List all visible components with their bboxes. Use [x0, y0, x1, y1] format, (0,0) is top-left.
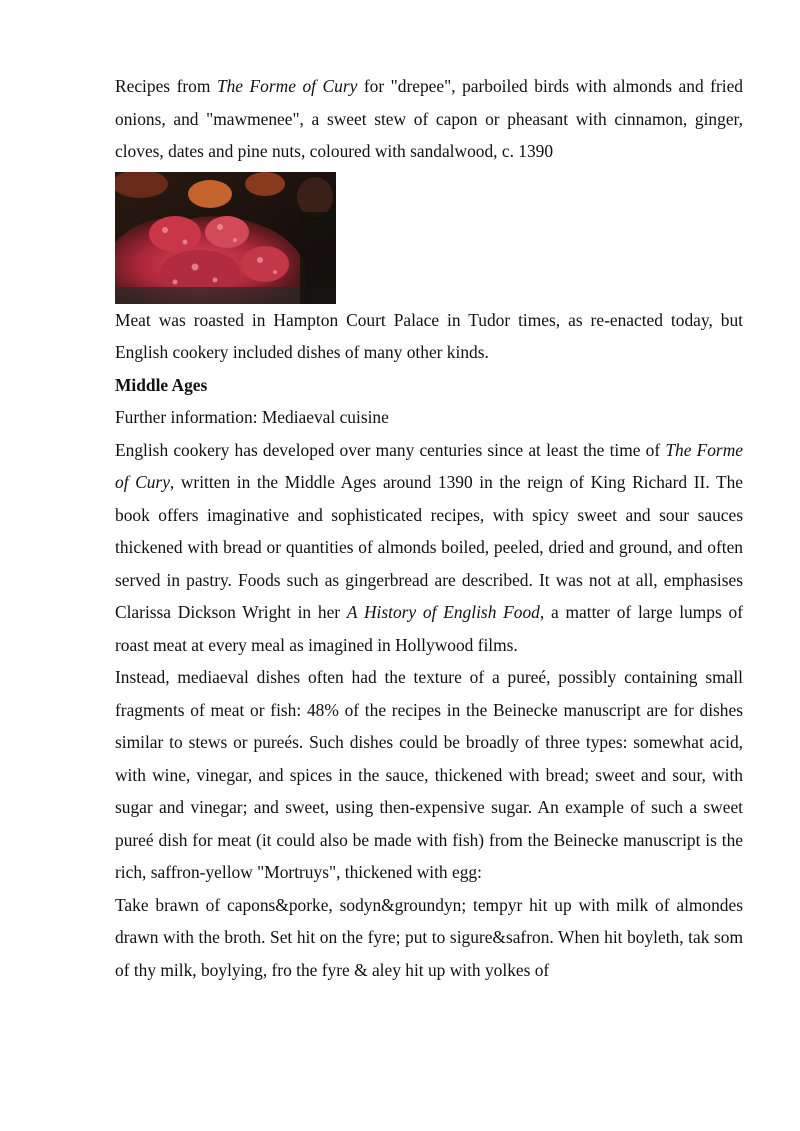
further-information-link[interactable]: Further information: Mediaeval cuisine [115, 407, 389, 427]
paragraph-text: , a matter of large lumps of roast meat at every meal as imagined in Hollywood films. [115, 602, 743, 655]
book-title: The Forme of Cury [115, 439, 743, 492]
paragraph-text: , written in the Middle Ages around 1390 in the reign of King Richard II. The book offers imaginative and sophisticated recipes, with spicy sweet and sour sauces thickened with bread or quantities of almonds boiled, peeled, dried and ground, and often served in pastry. Foods such as gingerbread are described. It was not at all, emphasises Clarissa Dickson Wright in her [115, 472, 743, 622]
paragraph-forme-of-cury [115, 434, 743, 662]
book-title: The Forme of Cury [216, 76, 358, 96]
document-page [115, 70, 743, 986]
paragraph-pureé-dishes: Instead, mediaeval dishes often had the texture of a pureé, possibly containing small fragments of meat or fish: 48% of the recipes in the Beinecke manuscript are for dishes similar to stews or pureés. Such dishes could be broadly of three types: somewhat acid, with wine, vinegar, and spices in the sauce, thickened with bread; sweet and sour, with sugar and vinegar; and sweet, using then-expensive sugar. An example of such a sweet pureé dish for meat (it could also be made with fish) from the Beinecke manuscript is the rich, saffron-yellow "Mortruys", thickened with egg: [115, 667, 743, 882]
caption-text: for "drepee", parboiled birds with almonds and fried onions, and "mawmenee", a sweet stew of capon or pheasant with cinnamon, ginger, cloves, dates and pine nuts, coloured with sandalwood, c. 1390 [115, 76, 743, 161]
recipe-caption [115, 70, 743, 168]
book-title: A History of English Food [346, 602, 540, 622]
paragraph-mortruys-recipe: Take brawn of capons&porke, sodyn&groundyn; tempyr hit up with milk of almondes drawn with the broth. Set hit on the fyre; put to sigure&safron. When hit boyleth, tak som of thy milk, boylying, fro the fyre & aley hit up with yolkes of [115, 894, 743, 980]
roast-meat-photo [115, 172, 336, 304]
image-caption: Meat was roasted in Hampton Court Palace in Tudor times, as re-enacted today, but English cookery included dishes of many other kinds. [115, 309, 743, 362]
caption-text: Recipes from [115, 76, 217, 96]
section-heading: Middle Ages [115, 374, 208, 395]
paragraph-text: English cookery has developed over many centuries since at least the time of [115, 439, 666, 460]
